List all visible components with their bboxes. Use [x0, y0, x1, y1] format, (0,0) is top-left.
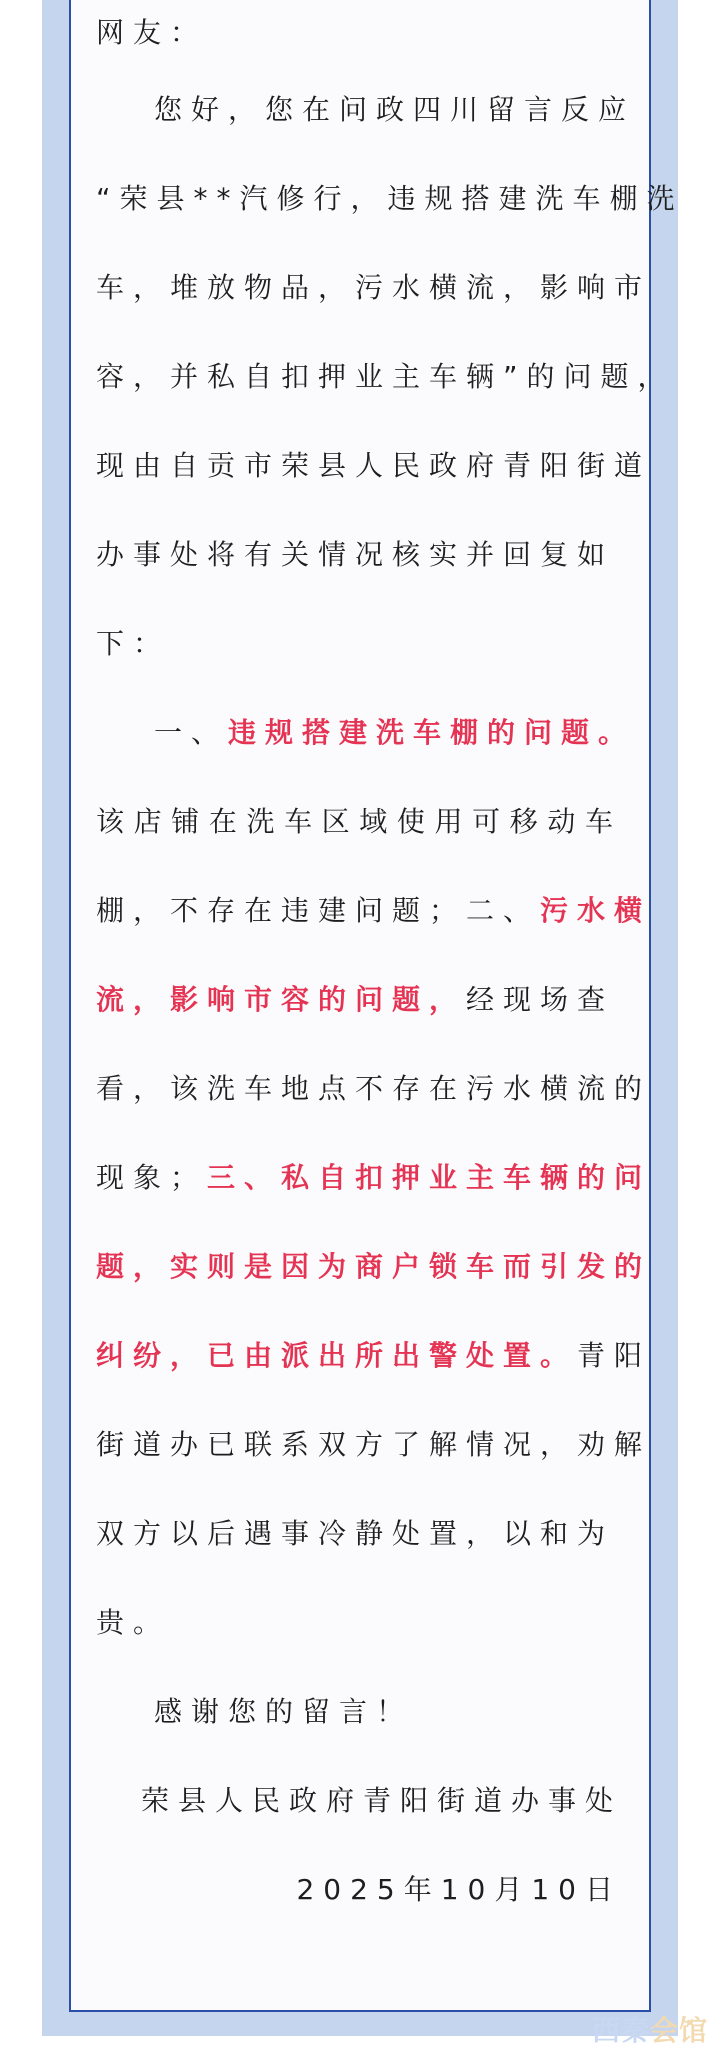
item3-heading: 题，实则是因为商户锁车而引发的 [96, 1250, 652, 1283]
letter-body [96, 0, 684, 1934]
item1-prefix: 一、 [154, 716, 229, 749]
letter-line: 车，堆放物品，污水横流，影响市 [96, 271, 652, 304]
letter-line: 您好，您在问政四川留言反应 [154, 93, 636, 126]
salutation: 网友： [96, 16, 208, 49]
watermark-text: 会馆 [649, 2014, 708, 2047]
letter-line: 办事处将有关情况核实并回复如 [96, 538, 615, 571]
letter-line: “荣县**汽修行，违规搭建洗车棚洗 [96, 182, 684, 215]
item3-heading: 三、私自扣押业主车辆的问 [207, 1161, 652, 1194]
watermark-logo [592, 2009, 708, 2049]
item2-line [96, 866, 652, 955]
item2-body: 现象； [96, 1161, 208, 1194]
signature: 荣县人民政府青阳街道办事处 [140, 1784, 622, 1817]
thanks-line: 感谢您的留言！ [154, 1695, 414, 1728]
watermark-text: 西秦 [591, 2014, 650, 2047]
item1-line [96, 688, 636, 777]
item2-heading: 流，影响市容的问题， [96, 983, 467, 1016]
item2-body: 经现场查 [466, 983, 615, 1016]
letter-line: 贵。 [96, 1606, 171, 1639]
item2-line [96, 955, 622, 1044]
letter-line: 该店铺在洗车区域使用可移动车 [96, 805, 622, 838]
letter-line: 下： [96, 627, 171, 660]
letter-line: 容，并私自扣押业主车辆”的问题， [96, 360, 675, 393]
item3-body: 青阳 [577, 1339, 652, 1372]
item3-heading: 纠纷，已由派出所出警处置。 [96, 1339, 578, 1372]
date: 2025年10月10日 [296, 1873, 622, 1906]
letter-line: 现由自贡市荣县人民政府青阳街道 [96, 449, 652, 482]
letter-line: 看，该洗车地点不存在污水横流的 [96, 1072, 652, 1105]
item3-line [96, 1311, 652, 1400]
item3-line [96, 1133, 652, 1222]
letter-line: 街道办已联系双方了解情况，劝解 [96, 1428, 652, 1461]
item1-heading: 违规搭建洗车棚的问题。 [228, 716, 636, 749]
letter-line: 双方以后遇事冷静处置，以和为 [96, 1517, 615, 1550]
item2-heading: 污水横 [540, 894, 652, 927]
item1-body: 棚，不存在违建问题；二、 [96, 894, 541, 927]
